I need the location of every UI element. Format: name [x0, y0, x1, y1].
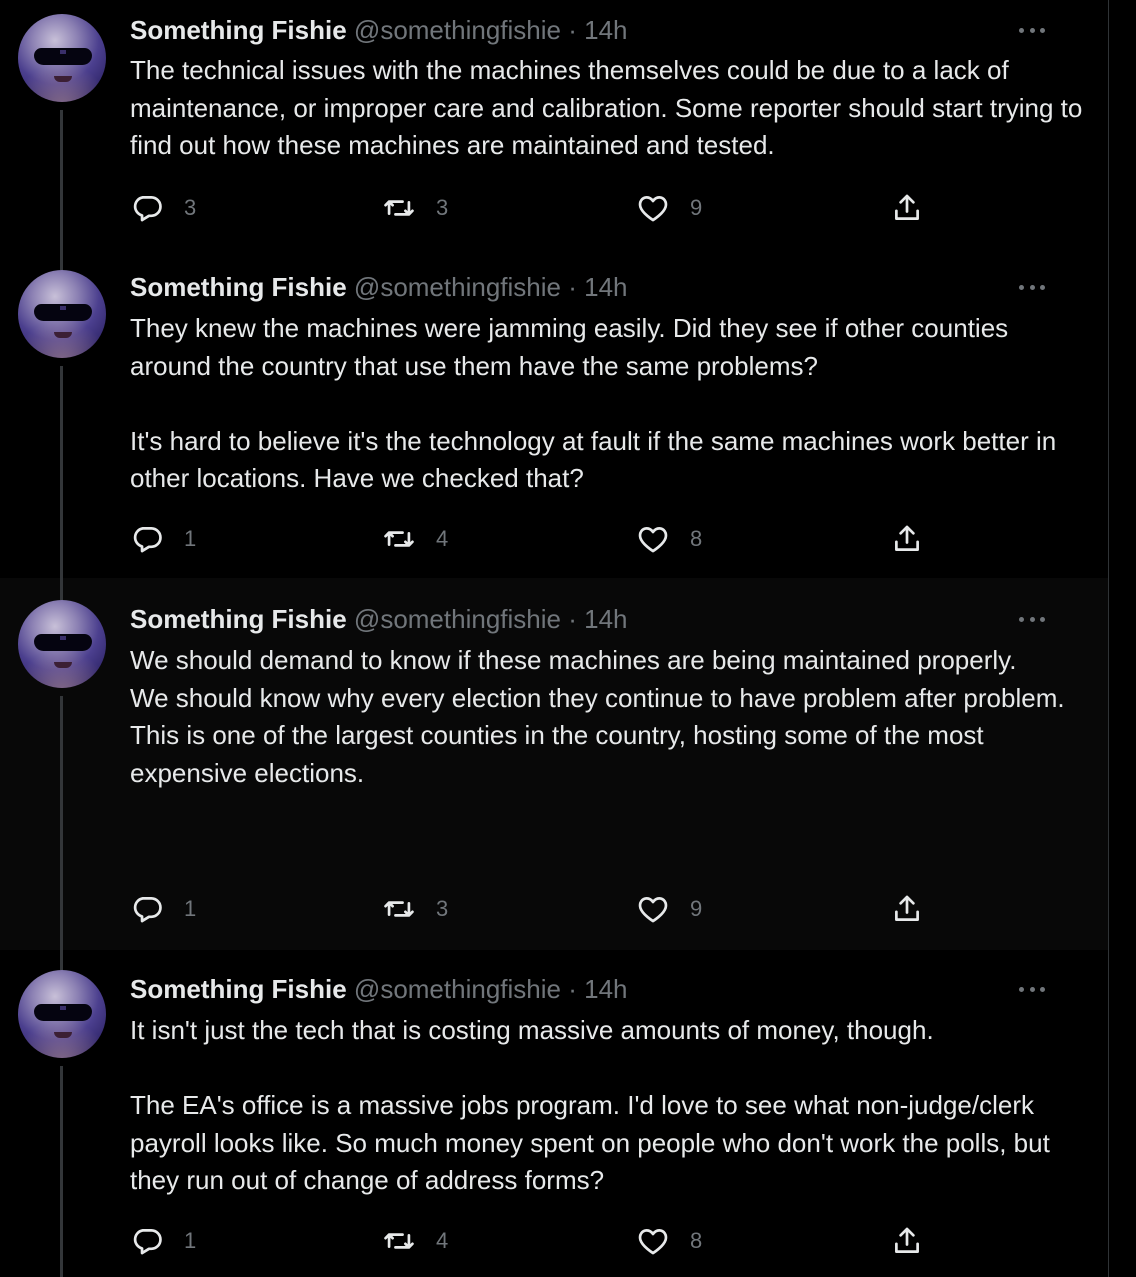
separator: ·: [568, 974, 577, 1004]
tweet[interactable]: [0, 260, 1108, 578]
more-options-icon[interactable]: [1016, 277, 1048, 297]
tweet-text: [130, 310, 1090, 498]
like-button[interactable]: [636, 519, 702, 559]
author-handle[interactable]: @somethingfishie: [353, 974, 561, 1004]
author-name[interactable]: Something Fishie: [130, 272, 347, 302]
thread-line: [60, 696, 63, 950]
like-count: 9: [690, 896, 703, 921]
timestamp[interactable]: 14h: [584, 974, 628, 1004]
thread-line: [60, 578, 63, 600]
tweet-actions: [130, 188, 930, 228]
tweet-header: [130, 271, 628, 303]
tweet-actions: [130, 1221, 930, 1261]
tweet-paragraph: It's hard to believe it's the technology at fault if the same machines work better in other locations. Have we checked that?: [130, 425, 1057, 493]
author-handle[interactable]: @somethingfishie: [353, 272, 561, 302]
reply-button[interactable]: [130, 1221, 196, 1261]
separator: ·: [568, 272, 577, 302]
timestamp[interactable]: 14h: [584, 604, 628, 634]
like-count: 8: [690, 526, 703, 551]
thread-line: [60, 950, 63, 970]
like-count: 8: [690, 1228, 703, 1253]
reply-count: 1: [184, 1228, 197, 1253]
tweet[interactable]: [0, 950, 1108, 1277]
share-icon: [890, 1224, 924, 1258]
like-button[interactable]: [636, 188, 702, 228]
author-name[interactable]: Something Fishie: [130, 15, 347, 45]
avatar[interactable]: [18, 600, 106, 688]
author-name[interactable]: Something Fishie: [130, 974, 347, 1004]
reply-count: 3: [184, 195, 197, 220]
thread-line: [60, 260, 63, 270]
heart-icon: [636, 191, 670, 225]
tweet-paragraph: This is one of the largest counties in the country, hosting some of the most expensive elections.: [130, 720, 984, 788]
reply-button[interactable]: [130, 519, 196, 559]
author-handle[interactable]: @somethingfishie: [353, 604, 561, 634]
thread-line: [60, 1066, 63, 1277]
avatar[interactable]: [18, 270, 106, 358]
author-handle[interactable]: @somethingfishie: [353, 15, 561, 45]
column-divider: [1108, 0, 1109, 1277]
reply-icon: [130, 1224, 164, 1258]
retweet-icon: [382, 892, 416, 926]
reply-button[interactable]: [130, 188, 196, 228]
heart-icon: [636, 522, 670, 556]
reply-count: 1: [184, 526, 197, 551]
tweet-header: [130, 973, 628, 1005]
retweet-count: 3: [436, 896, 449, 921]
tweet-paragraph: The technical issues with the machines themselves could be due to a lack of maintenance, or improper care and calibration. Some reporter should start trying to find out how these machines are maintained and tested.: [130, 55, 1083, 160]
author-name[interactable]: Something Fishie: [130, 604, 347, 634]
retweet-count: 3: [436, 195, 449, 220]
share-icon: [890, 892, 924, 926]
tweet-paragraph: The EA's office is a massive jobs program. I'd love to see what non-judge/clerk payroll looks like. So much money spent on people who don't work the polls, but they run out of change of address forms?: [130, 1090, 1050, 1195]
reply-count: 1: [184, 896, 197, 921]
tweet-paragraph: They knew the machines were jamming easily. Did they see if other counties around the country that use them have the same problems?: [130, 313, 1009, 381]
separator: ·: [568, 604, 577, 634]
heart-icon: [636, 1224, 670, 1258]
retweet-icon: [382, 191, 416, 225]
retweet-button[interactable]: [382, 1221, 448, 1261]
timestamp[interactable]: 14h: [584, 15, 628, 45]
more-options-icon[interactable]: [1016, 609, 1048, 629]
tweet-paragraph: It isn't just the tech that is costing massive amounts of money, though.: [130, 1015, 934, 1045]
retweet-button[interactable]: [382, 519, 448, 559]
reply-icon: [130, 522, 164, 556]
share-button[interactable]: [890, 1221, 924, 1261]
timestamp[interactable]: 14h: [584, 272, 628, 302]
reply-button[interactable]: [130, 889, 196, 929]
retweet-button[interactable]: [382, 889, 448, 929]
tweet-text: [130, 52, 1090, 165]
tweet-paragraph: We should demand to know if these machines are being maintained properly.: [130, 645, 1017, 675]
tweet-header: [130, 14, 628, 46]
thread-line: [60, 366, 63, 578]
more-options-icon[interactable]: [1016, 979, 1048, 999]
share-button[interactable]: [890, 889, 924, 929]
more-options-icon[interactable]: [1016, 20, 1048, 40]
retweet-button[interactable]: [382, 188, 448, 228]
thread-line: [60, 110, 63, 260]
tweet-actions: [130, 519, 930, 559]
heart-icon: [636, 892, 670, 926]
tweet-text: [130, 642, 1090, 792]
retweet-count: 4: [436, 526, 449, 551]
tweet-actions: [130, 889, 930, 929]
tweet[interactable]: [0, 578, 1108, 950]
retweet-icon: [382, 522, 416, 556]
share-icon: [890, 522, 924, 556]
share-button[interactable]: [890, 519, 924, 559]
avatar[interactable]: [18, 970, 106, 1058]
avatar[interactable]: [18, 14, 106, 102]
tweet-header: [130, 603, 628, 635]
like-count: 9: [690, 195, 703, 220]
share-icon: [890, 191, 924, 225]
tweet-text: [130, 1012, 1090, 1200]
like-button[interactable]: [636, 1221, 702, 1261]
tweet[interactable]: [0, 0, 1108, 260]
separator: ·: [568, 15, 577, 45]
like-button[interactable]: [636, 889, 702, 929]
reply-icon: [130, 191, 164, 225]
retweet-count: 4: [436, 1228, 449, 1253]
reply-icon: [130, 892, 164, 926]
retweet-icon: [382, 1224, 416, 1258]
tweet-paragraph: We should know why every election they continue to have problem after problem.: [130, 682, 1065, 713]
share-button[interactable]: [890, 188, 924, 228]
